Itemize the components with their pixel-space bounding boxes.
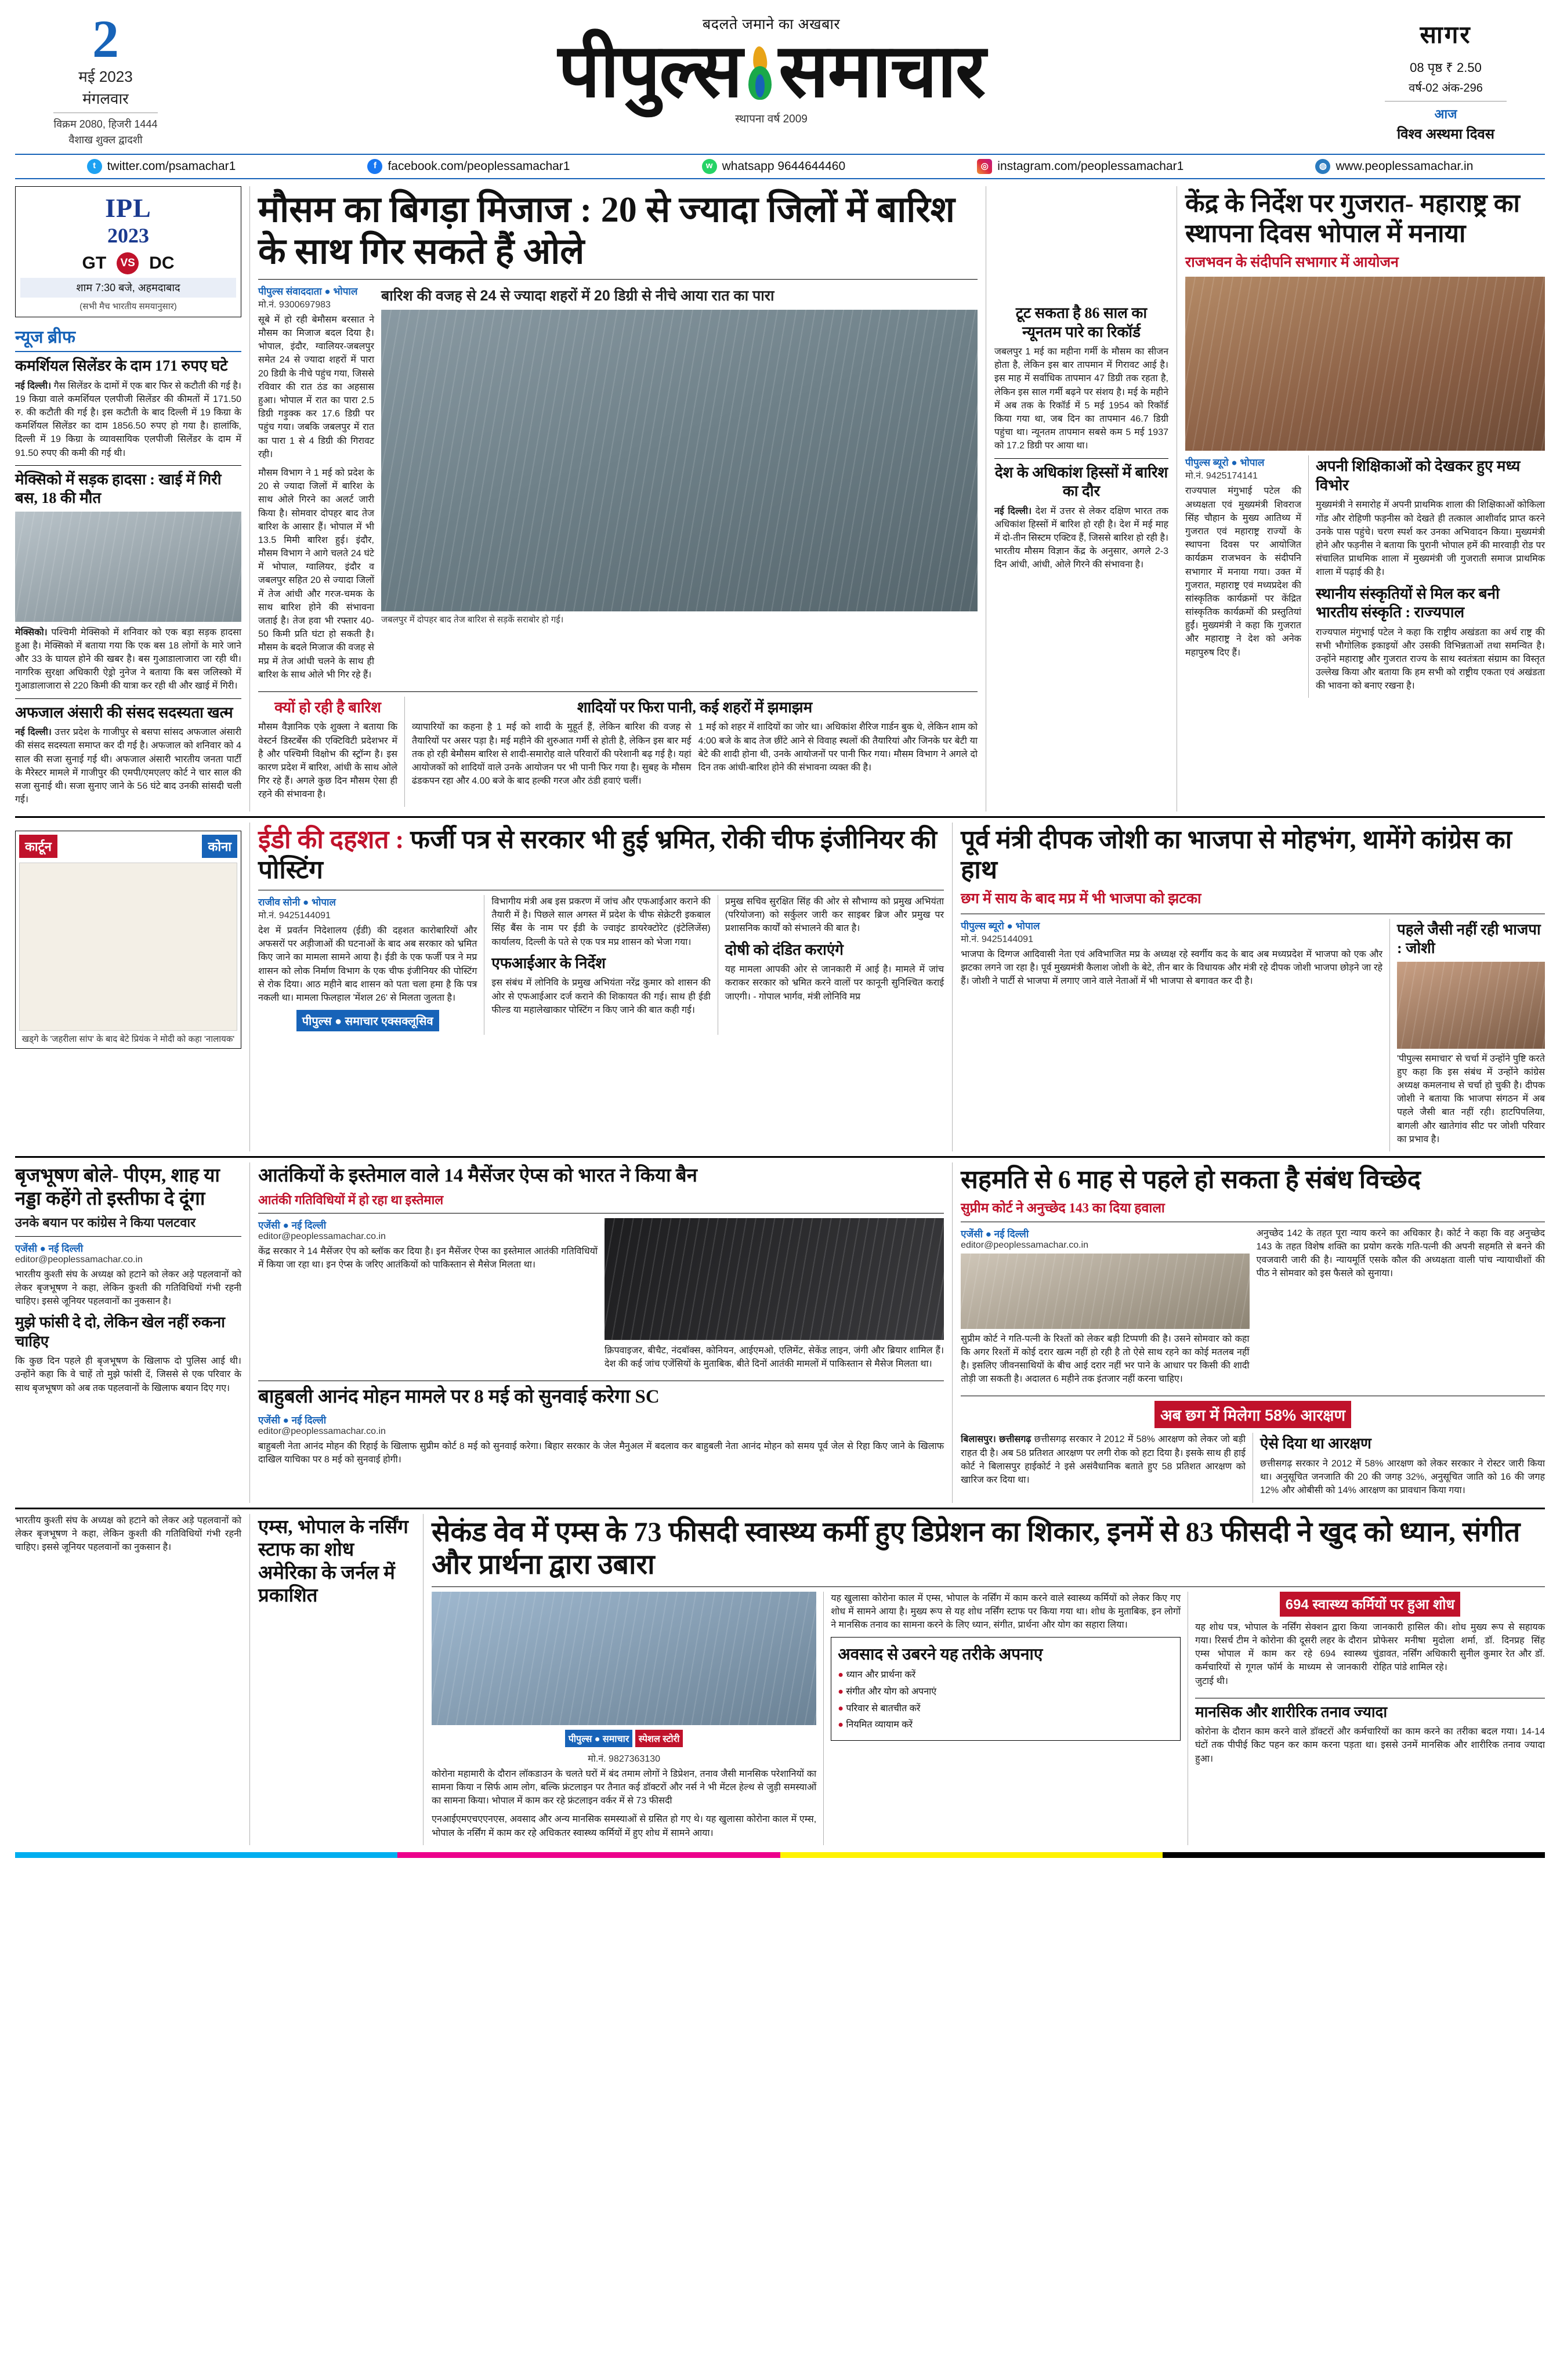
whatsapp-icon: w (702, 159, 717, 174)
anand-body: बाहुबली नेता आनंद मोहन की रिहाई के खिलाफ सुप्रीम कोर्ट 8 मई को सुनवाई करेगा। बिहार सरकार के जेल मैनुअल में बदलाव कर बाहुबली नेता आनंद मोहन को समय पूर्व जेल से रिहा किए जाने के खिलाफ दाखिल याचिका पर 8 मई को सुनवाई होगी। (258, 1441, 944, 1465)
anand-byline: एजेंसी ● नई दिल्ली (258, 1415, 327, 1426)
aiims-col2: एनआईएमएचएएनएस, अवसाद और अन्य मानसिक समस्याओं से ग्रसित हो गए थे। यह खुलासा कोरोना काल में एम्स, भोपाल के नर्सिंग में काम कर रहे अधिकतर स्वास्थ्य कर्मियों में हुए शोध में सामने आया। (432, 1814, 817, 1838)
divorce-and-reservation (961, 1162, 1545, 1503)
social-website-label: www.peoplessamachar.in (1335, 160, 1474, 173)
aiims-headline: सेकंड वेव में एम्स के 73 फीसदी स्वास्थ्य कर्मी हुए डिप्रेशन का शिकार, इनमें से 83 फीसदी ने खुद को ध्यान, संगीत और प्रार्थना द्वारा उबारा (432, 1516, 1521, 1581)
brijbhushan-email: editor@peoplessamachar.co.in (15, 1254, 143, 1265)
cartoon-image (19, 863, 237, 1031)
brief-1-headline: कमर्शियल सिलेंडर के दाम 171 रुपए घटे (15, 357, 228, 375)
gujarat-byline-col (1185, 455, 1301, 698)
rain-photo-caption: जबलपुर में दोपहर बाद तेज बारिश से सड़कें सराबोर हो गई। (381, 615, 564, 625)
why-rain-block (258, 697, 397, 807)
deepak-joshi-photo (1397, 962, 1545, 1049)
joshi-story (961, 823, 1545, 1151)
aiims-box-body-2: जानकारी हासिल की। शोध मुख्य रूप से सहायक प्रोफेसर मनीषा मुदोला शर्मा, डॉ. दिनप्रह सिंह चुंडावत, नर्सिंग अधिकारी सुनील कुमार रेत और डॉ. रोहित पांडे शामिल रहे। (1373, 1622, 1545, 1673)
aiims-right-headline: मानसिक और शारीरिक तनाव ज्यादा (1195, 1703, 1388, 1720)
joshi-body: भाजपा के दिग्गज आदिवासी नेता एवं अविभाजित मप्र के अध्यक्ष रहे स्वर्गीय कद के बाद अब मध्यप्रदेश में भाजपा को एक और झटका लगने जा रहा है। पूर्व मुख्यमंत्री कैलाश जोशी के बेटे, तीन बार के विधायक और मंत्री रहे दीपक जोशी भाजपा छोड़ने जा रहे हैं। जोशी ने पार्टी से भाजपा में लगाए जाने वाले नेताओं में भी भाजपा से बगावत कर दी है। (961, 949, 1382, 986)
brijbhushan-headline: बृजभूषण बोले- पीएम, शाह या नड्डा कहेंगे तो इस्तीफा दे दूंगा (15, 1165, 220, 1209)
aiims-phone: मो.नं. 9827363130 (588, 1754, 661, 1764)
aiims-tips-headline: अवसाद से उबरने यह तरीके अपनाए (838, 1646, 1043, 1664)
lead-main-col (381, 284, 978, 687)
ed-col-3 (725, 895, 944, 1035)
aiims-tip-2: संगीत और योग को अपनाएं (846, 1686, 937, 1697)
aiims-body: कोरोना महामारी के दौरान लॉकडाउन के चलते घरों में बंद तमाम लोगों ने डिप्रेशन, तनाव जैसी मानसिक परेशानियों का सामना किया न सिर्फ आम लोग, बल्कि फ्रंटलाइन पर तैनात कई डॉक्टरों और नर्स ने भी मेंटल हेल्थ से जुड़ी समस्याओं का सामना किया। भोपाल में काम कर रहे फ्रंटलाइन वर्कर में से 73 फीसदी (432, 1769, 817, 1806)
social-website[interactable] (1315, 159, 1473, 174)
ed-story (258, 823, 944, 1151)
logo-left-word: पीपुल्स (558, 30, 742, 113)
aiims-tips-box (831, 1637, 1181, 1741)
aiims-col-3 (1195, 1592, 1545, 1845)
cartoon-label-right: कोना (202, 835, 237, 858)
edition-block (1350, 13, 1541, 143)
lead-sidebars (994, 186, 1168, 812)
aiims-col-2 (831, 1592, 1181, 1845)
country-rain-dateline: नई दिल्ली। (994, 506, 1032, 516)
brijbhushan-sub-headline: मुझे फांसी दे दो, लेकिन खेल नहीं रुकना चाहिए (15, 1314, 225, 1350)
ipl-matchup (20, 252, 236, 274)
aiims-byline-badge: पीपुल्स ● समाचार (565, 1730, 632, 1747)
title-block (193, 13, 1350, 126)
aiims-band-left (15, 1514, 241, 1845)
reservation-col-2 (1260, 1433, 1545, 1502)
weddings-body-1: व्यापारियों का कहना है 1 मई को शादी के मुहूर्त हैं, लेकिन बारिश की वजह से तैयारियों पर असर पड़ा है। मई महीने की शुरुआत गर्मी से होती है, लेकिन इस बार मई तक हो रही बेमौसम बारिश से शादी-समारोह वाले परिवारों की परेशानी बढ़ गई है। यहां आयोजकों को शादियों वाले उनके आयोजन पर भी पानी फिर गया है। सुबह के मौसम ढंडकपन रहा और 4.00 बजे के बाद हल्की गरज और ठंडी हवाएं चलीं। (412, 722, 692, 787)
gujarat-byline: पीपुल्स ब्यूरो ● भोपाल (1185, 457, 1265, 469)
edition-volume: वर्ष-02 अंक-296 (1409, 82, 1483, 95)
joshi-col-1 (961, 919, 1382, 1151)
social-twitter-label: twitter.com/psamachar1 (107, 160, 236, 173)
terror-body: केंद्र सरकार ने 14 मैसेंजर ऐप को ब्लॉक कर दिया है। इन मैसेंजर ऐप्स का इस्तेमाल आतंकी गतिविधियों में किया जा रहा था। इन ऐप्स के जरिए आतंकियों को पाकिस्तान से मैसेज मिलता था। (258, 1247, 598, 1270)
ed-headline (258, 825, 944, 885)
anand-email: editor@peoplessamachar.co.in (258, 1426, 386, 1437)
masthead (15, 10, 1545, 148)
logo-right-word: समाचार (779, 30, 985, 113)
ipl-team-2: DC (149, 253, 175, 273)
record-body: जबलपुर 1 मई का महीना गर्मी के मौसम का सीजन होता है, लेकिन इस बार तापमान में गिरावट आई है। इस माह में सर्वाधिक तापमान 47 डिग्री तक रहता है, लेकिन इस साल गर्मी बढ़ने पर संशय है। मई के महीने में अब तक के रिकॉर्ड में 5 मई 1954 को रिकॉर्ड किया गया था, जब दिन का तापमान 46.7 डिग्री पहुंचा था। न्यूनतम तापमान सबसे कम 5 मई 1937 को 17.2 डिग्री पर आया था। (994, 347, 1168, 451)
aiims-band (15, 1514, 1545, 1845)
ed-phone: मो.नं. 9425144091 (258, 911, 331, 921)
lead-story (258, 186, 978, 812)
country-rain-body (994, 505, 1168, 572)
aiims-box-headline: 694 स्वास्थ्य कर्मियों पर हुआ शोध (1280, 1592, 1460, 1617)
globe-icon: ◍ (1315, 159, 1330, 174)
gujarat-subhead: राजभवन के संदीपनि सभागार में आयोजन (1185, 254, 1399, 270)
divorce-body-1: सुप्रीम कोर्ट ने गति-पत्नी के रिश्तों को लेकर बड़ी टिप्पणी की है। उसने सोमवार को कहा कि अगर रिश्तों में कोई दरार खत्म नहीं हो रही है तो ऐसे साथ रहने का कोई मतलब नहीं है। इसलिए जीवनसाथियों के बीच आई दरार नहीं भर पाने के आधार पर किसी की शादी तोड़ी जा सकती है। अदालत 6 महीने तक इंतजार नहीं करना चाहिए। (961, 1334, 1250, 1385)
brijbhushan-subhead: उनके बयान पर कांग्रेस ने किया पलटवार (15, 1215, 196, 1230)
terror-email: editor@peoplessamachar.co.in (258, 1231, 386, 1242)
brief-2-text: पश्चिमी मेक्सिको में शनिवार को एक बड़ा सड़क हादसा हुआ है। मेक्सिको में बताया गया कि एक बस 18 लोगों के मारे जाने और 33 के घायल होने की खबर है। बस गुआडालाजारा जा रही थी। नागरिक सुरक्षा अधिकारी ऐड्रो नुनेज ने बताया कि बस जलिस्को में गुआडालाजारा से 220 किमी की यात्रा कर रही थी और खाई में गिरी। (15, 627, 242, 691)
second-band (15, 823, 1545, 1151)
ipl-year: 2023 (107, 224, 149, 248)
terror-subhead: आतंकी गतिविधियों में हो रहा था इस्तेमाल (258, 1192, 444, 1207)
ed-label: ईडी की दहशत : (258, 825, 404, 854)
bus-accident-photo (15, 512, 241, 622)
gujarat-story (1185, 186, 1545, 812)
date-vikram: विक्रम 2080, हिजरी 1444 (53, 118, 158, 131)
lead-byline: पीपुल्स संवाददाता ● भोपाल (258, 285, 358, 297)
brijbhushan-body: भारतीय कुश्ती संघ के अध्यक्ष को हटाने को लेकर अड़े पहलवानों को लेकर बृजभूषण ने कहा, लेकिन कुश्ती की गतिविधियों गंभी रहनी चाहिए। इससे जूनियर पहलवानों का नुकसान है। (15, 1269, 241, 1307)
today-label: आज (1434, 107, 1457, 121)
date-day: 2 (92, 9, 119, 68)
ed-col-1 (258, 895, 477, 1035)
ipl-note: (सभी मैच भारतीय समयानुसार) (79, 302, 177, 312)
lead-phone: मो.नं. 9300697983 (258, 299, 331, 310)
terror-applist: क्रिपवाइजर, बीचैट, नंदबॉक्स, कोनियन, आईएमओ, एलिमेंट, सेकेंड लाइन, जंगी और ब्रियार शामिल हैं। देश की कई जांच एजेंसियों के मुताबिक, बीते दिनों आतंकी मामलों में पाकिस्तान से मैसेज मिलता था। (605, 1346, 944, 1370)
gujarat-sub1-body: मुख्यमंत्री ने समारोह में अपनी प्राथमिक शाला की शिक्षिकाओं कोकिला गोंड और रोहिणी फड़नीस को देखते ही तत्काल आशीर्वाद प्राप्त करने उनके पास पहुंचे। चरण स्पर्श कर उनका अभिवादन किया। मुख्यमंत्री होने और फड़नीस ने बताया कि पुरानी भोपाल हमें की मारवाड़ी रोड पर संचालित प्राथमिक शाला में मुख्यमंत्री जी गुजराती समाज प्राथमिक शाला में पढ़ाई की है। (1316, 500, 1545, 578)
ed-byline: राजीव सोनी ● भोपाल (258, 897, 336, 908)
joshi-subhead: छग में साय के बाद मप्र में भी भाजपा को झटका (961, 891, 1201, 907)
today-observance: विश्व अस्थमा दिवस (1396, 126, 1495, 142)
cartoon-caption: खड्गे के 'जहरीला सांप' के बाद बेटे प्रियंक ने मोदी को कहा 'नालायक' (21, 1034, 235, 1045)
brijbhushan-sub-body: कि कुछ दिन पहले ही बृजभूषण के खिलाफ दो पुलिस आई थी। उन्होंने कहा कि वे चाहें तो मुझे फांसी दें, जिससे से एक परिवार के साथ बृजभूषण को अब तक पहलवानों के खिलाफ बयान दिए गए। (15, 1356, 241, 1393)
lead-subhead: बारिश की वजह से 24 से ज्यादा शहरों में 20 डिग्री से नीचे आया रात का पारा (381, 287, 774, 304)
cmyk-registration-bar (15, 1852, 1545, 1858)
social-bar (15, 154, 1545, 179)
lead-headline: मौसम का बिगड़ा मिजाज : 20 से ज्यादा जिलों में बारिश के साथ गिर सकते हैं ओले (258, 190, 955, 272)
anand-headline: बाहुबली आनंद मोहन मामले पर 8 मई को सुनवाई करेगा SC (258, 1386, 660, 1408)
gujarat-subs-col (1316, 455, 1545, 698)
brijbhushan-tail: भारतीय कुश्ती संघ के अध्यक्ष को हटाने को लेकर अड़े पहलवानों को लेकर बृजभूषण ने कहा, लेकिन कुश्ती की गतिविधियों गंभी रहनी चाहिए। इससे जूनियर पहलवानों का नुकसान है। (15, 1515, 241, 1552)
aiims-side-headline: एम्स, भोपाल के नर्सिंग स्टाफ का शोध अमेरिका के जर्नल में प्रकाशित (258, 1516, 408, 1607)
supreme-court-photo (961, 1254, 1249, 1329)
joshi-headline: पूर्व मंत्री दीपक जोशी का भाजपा से मोहभंग, थामेंगे कांग्रेस का हाथ (961, 825, 1512, 885)
aiims-tip-3: परिवार से बातचीत करें (846, 1703, 921, 1714)
brief-1-text: गैस सिलेंडर के दामों में एक बार फिर से कटौती की गई है। 19 किग्रा वाले कमर्शियल एलपीजी सिलेंडर की कीमतों में 171.50 रु. की कटौती की गई है। इस कटौती के बाद दिल्ली में 19 किग्रा के कमर्शियल सिलेंडर का दाम 1856.50 रुपए हो गया है। हालांकि, दिल्ली में 19 किग्रा के व्यावसायिक एलपीजी सिलेंडर के दाम में 91.50 रुपए की कमी की गई थी। (15, 381, 241, 458)
gujarat-sub1-headline: अपनी शिक्षिकाओं को देखकर हुए मध्य विभोर (1316, 458, 1521, 494)
messenger-apps-photo (605, 1218, 944, 1340)
divorce-headline: सहमति से 6 माह से पहले हो सकता है संबंध विच्छेद (961, 1165, 1421, 1194)
gujarat-sub2-body: राज्यपाल मंगुभाई पटेल ने कहा कि राष्ट्रीय अखंडता का अर्थ राष्ट्र की सभी भौगोलिक इकाइयों और उसकी विभिन्नताओं तथा समन्वित है। उन्होंने महाराष्ट्र और गुजरात राज्य के साथ स्वतंत्रता संग्राम का विस्तृत उल्लेख किया और बताया कि हम सभी को राष्ट्रीय एकता एवं अखंडता की भावना को बनाए रखना है। (1316, 627, 1545, 691)
established-year: स्थापना वर्ष 2009 (735, 113, 808, 125)
brijbhushan-byline: एजेंसी ● नई दिल्ली (15, 1242, 84, 1254)
social-whatsapp[interactable] (702, 159, 846, 174)
masthead-kicker: बदलते जमाने का अखबार (702, 16, 841, 32)
terror-and-anand (258, 1162, 944, 1503)
divorce-body-2: अनुच्छेद 142 के तहत पूरा न्याय करने का अधिकार है। कोर्ट ने कहा कि वह अनुच्छेद 143 के तहत विशेष शक्ति का प्रयोग करके गति-पत्नी की अपनी सहमति से बनने की एवजवारी जारी की है। न्यायमूर्ति एसके कौल की अध्यक्षता वाली पांच न्यायाधीशों की पीठ ने सोमवार को इस फैसले को सुनाया। (1256, 1228, 1545, 1279)
ed-exclusive-badge: पीपुल्स ● समाचार एक्सक्लूसिव (296, 1010, 439, 1031)
date-panchang: वैशाख शुक्ल द्वादशी (68, 134, 143, 146)
reservation-sub-headline: ऐसे दिया था आरक्षण (1260, 1435, 1371, 1452)
third-band-left (15, 1162, 241, 1503)
instagram-icon: ◎ (977, 159, 992, 174)
joshi-byline: पीपुल्स ब्यूरो ● भोपाल (961, 920, 1040, 932)
joshi-col-2 (1397, 919, 1545, 1151)
gujarat-sub2-headline: स्थानीय संस्कृतियों से मिल कर बनी भारतीय संस्कृति : राज्यपाल (1316, 585, 1500, 621)
third-band (15, 1162, 1545, 1503)
terror-photo-col (605, 1218, 944, 1376)
brief-3-body (15, 726, 241, 806)
divorce-byline: एजेंसी ● नई दिल्ली (961, 1228, 1029, 1240)
reservation-sub-body: छत्तीसगढ़ सरकार ने 2012 में 58% आरक्षण को लेकर सरकार ने रोस्टर जारी किया था। अनुसूचित जनजाति की 20 की जगह 32%, अनुसूचित जाति को 16 की जगह 12% और ओबीसी को 14% आरक्षण का प्रावधान किया गया। (1260, 1458, 1545, 1496)
ed-sub1-body: प्रमुख सचिव सुरक्षित सिंह की ओर से सौभाग्य को प्रमुख अभियंता (परियोजना) को सर्कुलर जारी कर साइबर ब्रिज और प्रमुख पर प्रशासनिक कार्यों को संभालने की बात है। (725, 897, 944, 934)
lead-body-1: सूबे में हो रही बेमौसम बरसात ने मौसम का मिजाज बदल दिया है। भोपाल, इंदौर, ग्वालियर-जबलपुर समेत 24 से ज्यादा शहरों में पारा 20 डिग्री के नीचे पहुंच गया, जिससे रविवार की रात ठंड का अहसास हुआ। भोपाल में रात का पारा 2.5 डिग्री गड़ुक्क कर 17.6 डिग्री पर पहुंच गया। जबकि जबलपुर में रात का पारा 1 से 4 डिग्री की गिरावट रही। (258, 314, 374, 459)
news-brief-section (15, 324, 241, 806)
top-band (15, 186, 1545, 812)
divorce-email: editor@peoplessamachar.co.in (961, 1240, 1088, 1250)
social-instagram[interactable] (977, 159, 1183, 174)
left-rail (15, 186, 241, 812)
ed-body-2: विभागीय मंत्री अब इस प्रकरण में जांच और एफआईआर कराने की तैयारी में है। पिछले साल अगस्त में प्रदेश के चीफ सेक्रेटरी इकबाल सिंह बैंस के नाम पर ईडी के ज्वाइंट डायरेक्टोरेट (इंटेलिजेंस) कार्यालय, दिल्ली के पते से एक पत्र मप्र शासन को भेजा गया। (491, 897, 711, 947)
flame-icon (744, 46, 776, 102)
ed-col-2 (491, 895, 710, 1035)
gujarat-photo (1185, 277, 1545, 451)
ed-sub3-headline: दोषी को दंडित कराएंगे (725, 941, 844, 958)
ed-sub3-body: यह मामला आपकी ओर से जानकारी में आई है। मामले में जांच कराकर सरकार को भ्रमित करने वालों पर कानूनी सुनिश्चित कराई जाएगी। - गोपाल भार्गव, मंत्री लोनिवि मप्र (725, 965, 944, 1002)
date-block (19, 9, 193, 148)
edition-price: 08 पृष्ठ ₹ 2.50 (1410, 60, 1482, 75)
second-band-left (15, 823, 241, 1151)
gujarat-body: राज्यपाल मंगुभाई पटेल की अध्यक्षता एवं मुख्यमंत्री शिवराज सिंह चौहान के मुख्य आतिथ्य में गुजरात एवं महाराष्ट्र राज्यों के स्थापना दिवस पर आयोजित कार्यक्रम राजभवन के संदीपनि सभागार में मनाया गया। उक्त में गुजरात, महाराष्ट्र एवं मध्यप्रदेश की सांस्कृतिक कार्यक्रमों पर केंद्रित सांस्कृतिक कार्यक्रमों की प्रस्तुतियां हुईं। मुख्यमंत्री ने कहा कि गुजरात और महाराष्ट्र ने देश को अनेक महापुरुष दिए हैं। (1185, 486, 1301, 658)
brief-1-body (15, 379, 241, 460)
gujarat-phone: मो.नं. 9425174141 (1185, 471, 1258, 481)
brief-1-dateline: नई दिल्ली। (15, 381, 52, 391)
brief-3-text: उत्तर प्रदेश के गाजीपुर से बसपा सांसद अफजाल अंसारी की संसद सदस्यता समाप्त कर दी गई है। अफजाल को शनिवार को 4 साल की सजा सुनाई गई थी। अफजाल अंसारी भारतीय जनता पार्टी के मैरेस्टर मामले में गाजीपुर की एमपी/एमएलए कोर्ट ने चार साल की सजा सुनाई थी। सजा सुनाए जाने के 56 घंटे बाद उनकी सांसदी चली गई। (15, 727, 242, 805)
country-rain-headline: देश के अधिकांश हिस्सों में बारिश का दौर (994, 463, 1168, 500)
aiims-tips-list: ● ध्यान और प्रार्थना करें ● संगीत और योग को अपनाएं ● परिवार से बातचीत करें ● नियमित व्यायाम करें (838, 1669, 937, 1730)
lead-byline-block (258, 284, 374, 687)
weddings-block (412, 697, 978, 807)
brief-2-headline: मेक्सिको में सड़क हादसा : खाई में गिरी बस, 18 की मौत (15, 470, 222, 507)
record-headline: टूट सकता है 86 साल का न्यूनतम पारे का रिकॉर्ड (1015, 305, 1148, 340)
joshi-sub-body: 'पीपुल्स समाचार' से चर्चा में उन्होंने पुष्टि करते हुए कहा कि इस संबंध में उन्होंने कांग्रेस अध्यक्ष कमलनाथ से चर्चा हो चुकी है। दीपक जोशी ने बताया कि भाजपा संगठन में अब पहले जैसी बात नहीं रही। हाटपिपलिया, बागली और खातेगांव सीट पर जोशी परिवार का प्रभाव है। (1397, 1053, 1545, 1144)
ed-body-1: देश में प्रवर्तन निदेशालय (ईडी) की दहशत कारोबारियों और अफसरों पर अड़ीजाओं की घटनाओं के बाद अब सरकार को भ्रमित किए जाने का मामला सामने आया है। ईडी के एक फर्जी पत्र ने मप्र शासन को लोक निर्माण विभाग के एक चीफ इंजीनियर की पोस्टिंग से रोक दिया। आठ महीने बाद शासन को पता चला हमा है कि पत्र नकली था। मामला फिलहाल 'मेंशल 26' से मिलता जुलता है। (258, 926, 477, 1004)
why-rain-body: मौसम वैज्ञानिक एके शुक्ला ने बताया कि वेस्टर्न डिस्टर्बेंस की एक्टिविटी प्रदेशभर में है और पश्चिमी विक्षोभ की स्ट्रॉन्ग है। इस कारण प्रदेश में बारिश, आंधी के साथ ओले गिर रहे हैं। अगले कुछ दिन मौसम ऐसा ही रहने की संभावना है। (258, 722, 397, 800)
aiims-col-1 (432, 1592, 816, 1845)
ed-headline-text: फर्जी पत्र से सरकार भी हुई भ्रमित, रोकी चीफ इंजीनियर की पोस्टिंग (258, 825, 938, 885)
aiims-tip-1: ध्यान और प्रार्थना करें (846, 1669, 916, 1680)
cartoon-label-left: कार्टून (19, 835, 57, 858)
brief-3-headline: अफजाल अंसारी की संसद सदस्यता खत्म (15, 704, 233, 721)
twitter-icon: t (87, 159, 102, 174)
terror-headline: आतंकियों के इस्तेमाल वाले 14 मैसेंजर ऐप्स को भारत ने किया बैन (258, 1165, 697, 1186)
reservation-text: छत्तीसगढ़ सरकार ने 2012 में 58% आरक्षण को लेकर जो बड़ी राहत दी है। अब 58 प्रतिशत आरक्षण पर लगी रोक को हटा दिया है। इसके साथ ही हाई कोर्ट ने बिलासपुर हाईकोर्ट ने इसे असंवैधानिक बताते हुए 58 प्रतिशत आरक्षण को खारिज कर दिया था। (961, 1434, 1246, 1486)
date-weekday: मंगलवार (82, 90, 129, 108)
terror-col-1 (258, 1218, 598, 1376)
lead-body-2: मौसम विभाग ने 1 मई को प्रदेश के 20 से ज्यादा जिलों में बारिश के साथ ओले गिरने का अलर्ट जारी किया है। सोमवार दोपहर बाद तेज बारिश के आसार हैं। भोपाल में भी 13.5 मिमी बारिश हुई। इंदौर, मौसम विभाग ने आगे चलते 24 घंटे में भोपाल, ग्वालियर, इंदौर व जबलपुर सहित 20 से ज्यादा जिलों में तेज आंधी और गरज-चमक के साथ बारिश होने की संभावना जताई है। तेज हवा भी रफ्तार 40-50 किमी प्रति घंटा हो सकती है। मौसम के बदले मिजाज की वजह से मप्र में तेज आंधी चलने के साथ ही बारिश के साथ ओले भी गिर रहे हैं। (258, 468, 374, 680)
ipl-match-time: शाम 7:30 बजे, अहमदाबाद (20, 278, 236, 298)
reservation-body (961, 1433, 1246, 1487)
weddings-headline: शादियों पर फिरा पानी, कई शहरों में झमाझम (577, 698, 813, 716)
aiims-special-badge: स्पेशल स्टोरी (635, 1730, 683, 1747)
country-rain-text: देश में उत्तर से लेकर दक्षिण भारत तक अधिकांश हिस्सों में बारिश हो रही है। देश में मई माह में दो-तीन सिस्टम एक्टिव हैं, जिससे बारिश हो रही है। भारतीय मौसम विज्ञान केंद्र के अनुसार, अगले 2-3 दिन आंधी, आंधी, ओले गिरने की संभावना है। (994, 506, 1169, 570)
aiims-side-head-col (258, 1514, 415, 1845)
ed-sub2-headline: एफआईआर के निर्देश (491, 954, 606, 972)
ed-sub2-body: इस संबंध में लोनिवि के प्रमुख अभियंता नरेंद्र कुमार को शासन की ओर से एफआईआर दर्ज कराने की शिकायत की गई। साथ ही ईडी फील्ड या महालेखाकार पोस्टिंग न किए जाने की बात कही गई। (491, 978, 711, 1015)
divorce-col-2 (1257, 1227, 1545, 1392)
aiims-col3: यह खुलासा कोरोना काल में एम्स, भोपाल के नर्सिंग में काम करने वाले स्वास्थ्य कर्मियों को लेकर किए गए शोध में सामने आया है। मुख्य रूप से यह शोध नर्सिंग स्टाफ पर किया गया था। शोध के मुताबिक, इन लोगों ने मानसिक तनाव का सामना करने के लिए ध्यान, संगीत, प्रार्थना और योग का सहारा लिया। (831, 1593, 1181, 1631)
edition-city: सागर (1420, 22, 1472, 49)
why-rain-headline: क्यों हो रही है बारिश (274, 698, 381, 716)
divorce-col-1 (961, 1227, 1249, 1392)
joshi-sub-headline: पहले जैसी नहीं रही भाजपा : जोशी (1397, 921, 1541, 957)
aiims-building-photo (432, 1592, 816, 1725)
ipl-title: IPL (105, 193, 151, 223)
brief-3-dateline: नई दिल्ली। (15, 727, 52, 738)
ipl-team-1: GT (82, 253, 107, 273)
aiims-right-body: कोरोना के दौरान काम करने वाले डॉक्टरों और कर्मचारियों का काम करने का तरीका बदल गया। 14-14 घंटों तक पीपीई किट पहन कर काम करना पड़ता था। इससे उनमें मानसिक और शारीरिक तनाव ज्यादा हुआ। (1195, 1727, 1545, 1764)
rain-photo (381, 310, 978, 611)
newspaper-logo (193, 30, 1350, 113)
brief-2-body (15, 626, 241, 693)
ipl-promo-box[interactable] (15, 186, 241, 317)
aiims-tip-4: नियमित व्यायाम करें (846, 1720, 913, 1730)
aiims-main (432, 1514, 1545, 1845)
reservation-byline: बिलासपुर। छत्तीसगढ़ (961, 1434, 1031, 1445)
reservation-headline: अब छग में मिलेगा 58% आरक्षण (1154, 1401, 1351, 1428)
social-facebook-label: facebook.com/peoplessamachar1 (388, 160, 570, 173)
reservation-col-1 (961, 1433, 1246, 1502)
gujarat-headline: केंद्र के निर्देश पर गुजरात- महाराष्ट्र का स्थापना दिवस भोपाल में मनाया (1185, 189, 1520, 248)
brief-2-dateline: मेक्सिको। (15, 627, 48, 637)
weddings-body-2: 1 मई को शहर में शादियों का जोर था। अधिकांश शैरिज गार्डन बुक थे, लेकिन शाम को 4:00 बजे के बाद तेज छींटे आने से विवाह स्थलों की तैयारियां और जिनके घर बेटी या बेटे की शादी होना थी, उनके आयोजनों पर पानी फिर गया। मौसम विभाग ने अगले दो दिन तक आंधी-बारिश होने की संभावना व्यक्त की है। (698, 722, 978, 773)
social-instagram-label: instagram.com/peoplessamachar1 (997, 160, 1184, 173)
terror-byline: एजेंसी ● नई दिल्ली (258, 1220, 327, 1231)
facebook-icon: f (367, 159, 382, 174)
aiims-box-body: यह शोध पत्र, भोपाल के नर्सिंग सेक्शन द्वारा किया गया। रिसर्च टीम ने कोरोना की दूसरी लहर के दौरान एम्स भोपाल में काम कर रहे 694 स्वास्थ्य कर्मचारियों से गूगल फॉर्म के माध्यम से जानकारी जुटाई थी। (1195, 1622, 1367, 1686)
news-brief-title: न्यूज ब्रीफ (15, 324, 241, 352)
social-whatsapp-label: whatsapp 9644644460 (722, 160, 846, 173)
date-month-year: मई 2023 (78, 68, 133, 86)
ipl-vs-badge: VS (117, 252, 139, 274)
social-facebook[interactable] (367, 159, 570, 174)
divorce-subhead: सुप्रीम कोर्ट ने अनुच्छेद 143 का दिया हवाला (961, 1200, 1165, 1215)
joshi-phone: मो.नं. 9425144091 (961, 934, 1033, 944)
social-twitter[interactable] (87, 159, 236, 174)
